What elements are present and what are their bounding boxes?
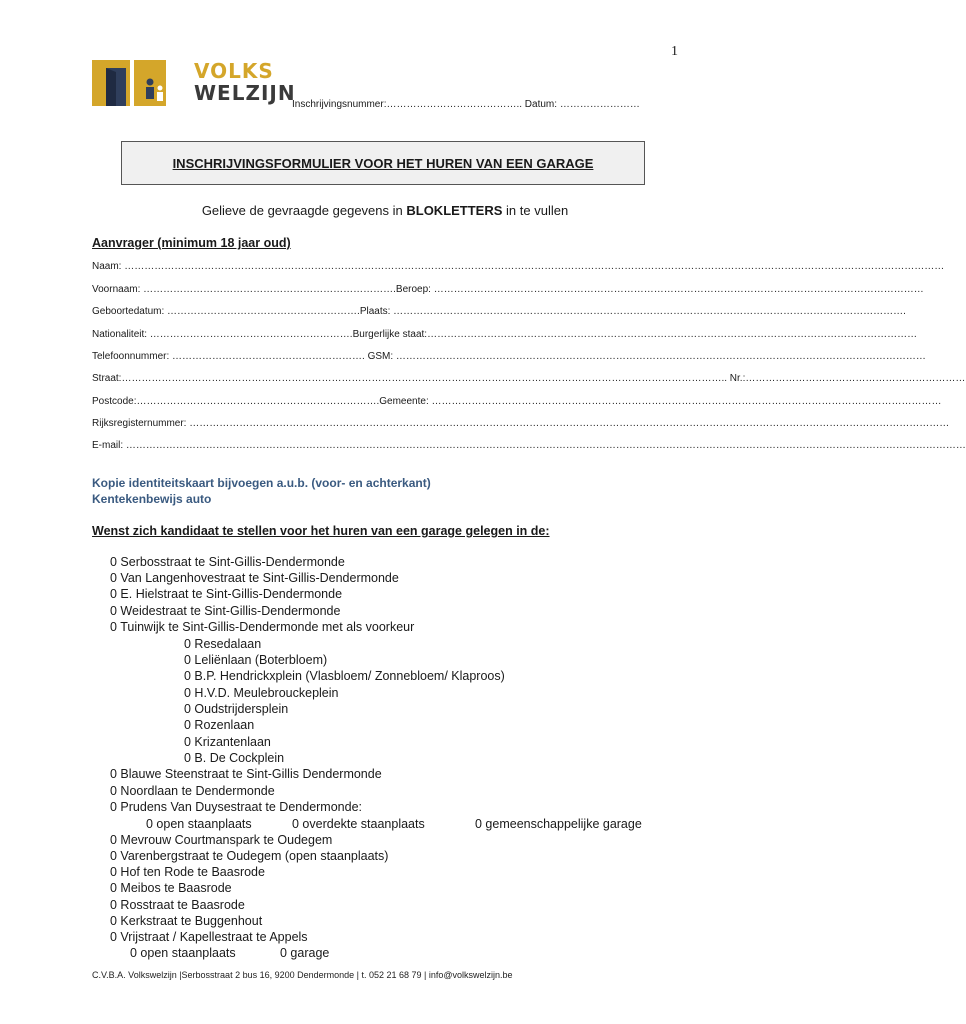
option-oudstrijdersplein[interactable]: 0 Oudstrijdersplein xyxy=(184,702,289,716)
logo-text-volks: VOLKS xyxy=(194,59,274,83)
field-nationaliteit-burgerlijke-staat[interactable]: Nationaliteit: …………………………………………………….Burgerlijke staat:………………………………………………………………………………………………………………………………… xyxy=(92,329,918,340)
option-rozenlaan[interactable]: 0 Rozenlaan xyxy=(184,718,255,732)
option-hof-ten-rode[interactable]: 0 Hof ten Rode te Baasrode xyxy=(110,865,265,879)
option-blauwe-steenstraat[interactable]: 0 Blauwe Steenstraat te Sint-Gillis Dendermonde xyxy=(110,767,382,781)
instruction-bold: BLOKLETTERS xyxy=(406,203,503,218)
field-naam[interactable]: Naam: ………………………………………………………………………………………………………………………………………………………………………………………………………………………… xyxy=(92,261,945,272)
option-hvd-meulebrouckeplein[interactable]: 0 H.V.D. Meulebrouckeplein xyxy=(184,686,339,700)
field-email[interactable]: E-mail: ……………………………………………………………………………………………………………………………………………………………………………………………………………………………… xyxy=(92,440,966,451)
option-kerkstraat[interactable]: 0 Kerkstraat te Buggenhout xyxy=(110,914,263,928)
note-vehicle-registration: Kentekenbewijs auto xyxy=(92,492,212,506)
option-prudens-overdekte-staanplaats[interactable]: 0 overdekte staanplaats xyxy=(292,817,425,831)
option-resedalaan[interactable]: 0 Resedalaan xyxy=(184,637,262,651)
option-mevrouw-courtmanspark[interactable]: 0 Mevrouw Courtmanspark te Oudegem xyxy=(110,833,333,847)
footer: C.V.B.A. Volkswelzijn |Serbosstraat 2 bus 16, 9200 Dendermonde | t. 052 21 68 79 | info@volkswelzijn.be xyxy=(92,970,513,980)
option-e-hielstraat[interactable]: 0 E. Hielstraat te Sint-Gillis-Dendermonde xyxy=(110,587,343,601)
option-appels-open-staanplaats[interactable]: 0 open staanplaats xyxy=(130,946,236,960)
instruction xyxy=(0,203,770,218)
page-number: 1 xyxy=(671,44,678,59)
option-lelienlaan[interactable]: 0 Leliënlaan (Boterbloem) xyxy=(184,653,328,667)
field-rijksregisternummer[interactable]: Rijksregisternummer: ………………………………………………………………………………………………………………………………………………………………………………………………………… xyxy=(92,418,950,429)
garage-heading: Wenst zich kandidaat te stellen voor het huren van een garage gelegen in de: xyxy=(92,524,550,538)
option-prudens-van-duysestraat[interactable]: 0 Prudens Van Duysestraat te Dendermonde: xyxy=(110,800,362,814)
option-van-langenhovestraat[interactable]: 0 Van Langenhovestraat te Sint-Gillis-Dendermonde xyxy=(110,571,399,585)
volkswelzijn-logo xyxy=(92,59,296,110)
option-prudens-gemeenschappelijke-garage[interactable]: 0 gemeenschappelijke garage xyxy=(475,817,642,831)
option-rosstraat[interactable]: 0 Rosstraat te Baasrode xyxy=(110,898,245,912)
option-appels-garage[interactable]: 0 garage xyxy=(280,946,330,960)
option-meibos[interactable]: 0 Meibos te Baasrode xyxy=(110,881,232,895)
option-prudens-open-staanplaats[interactable]: 0 open staanplaats xyxy=(146,817,252,831)
applicant-heading: Aanvrager (minimum 18 jaar oud) xyxy=(92,236,291,250)
field-straat-nr[interactable]: Straat:……………………………………………………………………………………………………………………………………………………………….. Nr.:………………………………………………………… xyxy=(92,373,966,384)
instruction-before: Gelieve de gevraagde gegevens in xyxy=(201,203,407,218)
field-postcode-gemeente[interactable]: Postcode:……………………………………………………………….Gemeente: ……………………………………………………………………………………………………………………………………… xyxy=(92,396,942,407)
note-identity-card: Kopie identiteitskaart bijvoegen a.u.b. (voor- en achterkant) xyxy=(92,476,431,490)
registration-number-and-date[interactable]: Inschrijvingsnummer:………………………………….. Datum: …………………… xyxy=(292,99,640,110)
option-noordlaan[interactable]: 0 Noordlaan te Dendermonde xyxy=(110,784,275,798)
instruction-after: in te vullen xyxy=(502,203,569,218)
option-b-de-cockplein[interactable]: 0 B. De Cockplein xyxy=(184,751,285,765)
field-telefoon-gsm[interactable]: Telefoonnummer: …………………………………………………. GSM: …………………………………………………………………………………………………………………………………………… xyxy=(92,351,926,362)
option-bp-hendrickxplein[interactable]: 0 B.P. Hendrickxplein (Vlasbloem/ Zonnebloem/ Klaproos) xyxy=(184,669,505,683)
logo-text-welzijn: WELZIJN xyxy=(194,81,296,105)
option-serbosstraat[interactable]: 0 Serbosstraat te Sint-Gillis-Dendermonde xyxy=(110,555,345,569)
option-vrijstraat-kapellestraat[interactable]: 0 Vrijstraat / Kapellestraat te Appels xyxy=(110,930,308,944)
option-varenbergstraat[interactable]: 0 Varenbergstraat te Oudegem (open staanplaats) xyxy=(110,849,389,863)
field-geboortedatum-plaats[interactable]: Geboortedatum: ………………………………………………….Plaats: ………………………………………………………………………………………………………………………………………. xyxy=(92,306,906,317)
option-tuinwijk[interactable]: 0 Tuinwijk te Sint-Gillis-Dendermonde met als voorkeur xyxy=(110,620,415,634)
field-voornaam-beroep[interactable]: Voornaam: ………………………………………………………………….Beroep: ………………………………………………………………………………………………………………………………… xyxy=(92,284,924,295)
option-weidestraat[interactable]: 0 Weidestraat te Sint-Gillis-Dendermonde xyxy=(110,604,341,618)
logo-mark-icon xyxy=(92,60,182,110)
option-krizantenlaan[interactable]: 0 Krizantenlaan xyxy=(184,735,271,749)
form-title: INSCHRIJVINGSFORMULIER VOOR HET HUREN VAN EEN GARAGE xyxy=(121,141,645,185)
